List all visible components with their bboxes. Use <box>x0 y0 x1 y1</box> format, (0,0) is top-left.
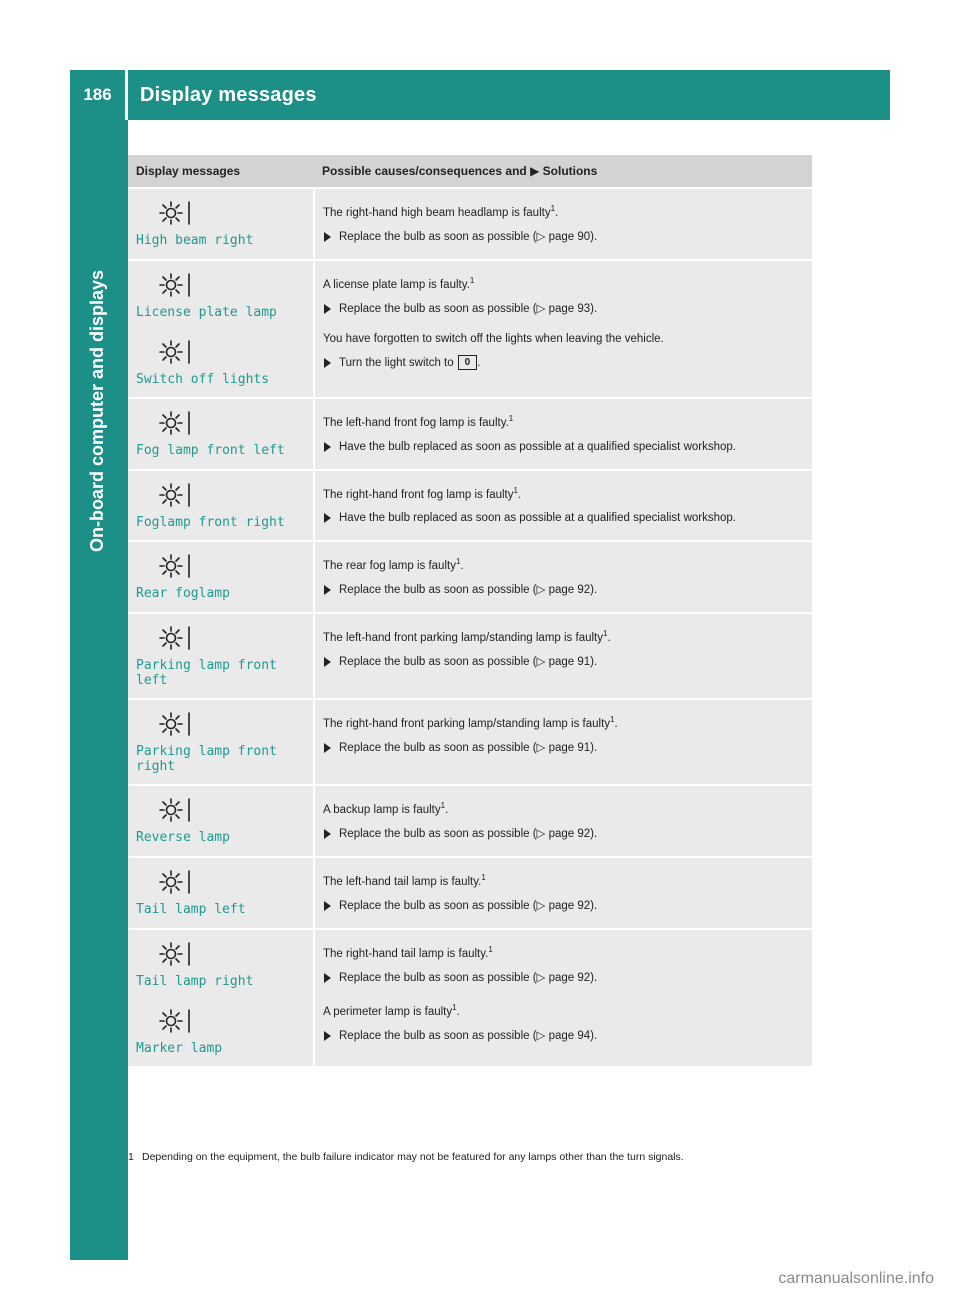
action-text: Replace the bulb as soon as possible (▷ page 92). <box>339 899 598 912</box>
footnote-ref: 1 <box>469 275 475 285</box>
footnote-mark: 1 <box>128 1151 134 1163</box>
display-message-text: High beam right <box>136 233 254 248</box>
table-row <box>128 398 812 470</box>
solution-block <box>323 554 804 598</box>
cause-text <box>323 712 804 732</box>
solution-cell <box>314 699 812 785</box>
display-message <box>136 481 305 530</box>
display-message-text: Tail lamp left <box>136 902 246 918</box>
light-switch-position-key: 0 <box>458 355 478 370</box>
cause-sentence: The right-hand front parking lamp/standing lamp is faulty <box>323 718 611 731</box>
action-step <box>323 229 804 245</box>
watermark: carmanualsonline.info <box>778 1270 934 1287</box>
action-text: Replace the bulb as soon as possible (▷ page 91). <box>339 656 598 669</box>
display-message <box>136 271 305 320</box>
action-text-wrap <box>339 510 804 526</box>
cause-sentence: The right-hand tail lamp is faulty. <box>323 947 489 960</box>
footnote-ref: 1 <box>508 413 514 423</box>
action-text-wrap <box>339 654 804 670</box>
solution-cell <box>314 929 812 1066</box>
cause-sentence: A backup lamp is faulty <box>323 804 441 817</box>
triangle-right-icon <box>324 442 331 452</box>
solution-block <box>323 942 804 986</box>
cause-text <box>323 331 804 347</box>
display-message <box>136 338 305 387</box>
bulb-failure-indicator-icon <box>156 710 194 738</box>
message-cell <box>128 929 314 1066</box>
cause-text <box>323 483 804 503</box>
message-cell <box>128 613 314 699</box>
action-text: Replace the bulb as soon as possible (▷ page 92). <box>339 971 598 984</box>
triangle-right-icon <box>324 901 331 911</box>
message-cell <box>128 857 314 929</box>
action-text: Turn the light switch to <box>339 356 454 369</box>
display-message-text: Tail lamp right <box>136 973 254 989</box>
table-row <box>128 857 812 929</box>
display-message-text: Foglamp front right <box>136 514 285 530</box>
bulb-failure-indicator-icon <box>156 624 194 652</box>
column-header-messages: Display messages <box>128 155 314 188</box>
bulb-failure-indicator-icon <box>156 796 194 824</box>
footnote-ref: 1 <box>488 944 493 954</box>
cause-text <box>323 273 804 293</box>
display-message-text: Fog lamp front left <box>136 442 285 458</box>
cause-text <box>323 411 804 431</box>
solution-block <box>323 201 804 245</box>
cause-sentence: The left-hand front fog lamp is faulty. <box>323 416 509 429</box>
action-step <box>323 439 804 455</box>
display-message <box>136 552 305 601</box>
solution-block <box>323 331 804 371</box>
action-text: Have the bulb replaced as soon as possible at a qualified specialist workshop. <box>339 512 736 525</box>
display-message-text: License plate lamp <box>136 304 277 320</box>
action-step <box>323 740 804 756</box>
display-message-text: Rear foglamp <box>136 586 230 602</box>
table-row <box>128 188 812 260</box>
message-cell <box>128 470 314 542</box>
cause-end: . <box>445 804 449 817</box>
table-row <box>128 260 812 398</box>
bulb-failure-indicator-icon <box>156 940 194 968</box>
cause-sentence: The left-hand front parking lamp/standing lamp is faulty <box>323 632 603 645</box>
display-message-text: Parking lamp front left <box>136 658 277 689</box>
footnote-ref: 1 <box>610 715 615 725</box>
solution-block <box>323 626 804 670</box>
action-text-wrap <box>339 970 804 986</box>
bulb-failure-indicator-icon <box>156 409 194 437</box>
table-row <box>128 470 812 542</box>
display-messages-table <box>128 155 812 1066</box>
cause-text <box>323 942 804 962</box>
message-cell <box>128 785 314 857</box>
display-message <box>136 409 305 458</box>
cause-end: . <box>456 1005 460 1018</box>
display-message-text: Parking lamp front right <box>136 744 277 775</box>
triangle-right-icon <box>324 657 331 667</box>
display-message-text: Switch off lights <box>136 371 270 387</box>
display-message-text: Marker lamp <box>136 1040 223 1056</box>
cause-text <box>323 1000 804 1020</box>
solution-block <box>323 712 804 756</box>
cause-end: . <box>555 206 559 219</box>
solution-cell <box>314 188 812 260</box>
solution-block <box>323 273 804 317</box>
action-step <box>323 510 804 526</box>
action-text-wrap <box>339 740 804 756</box>
action-text: Replace the bulb as soon as possible (▷ page 92). <box>339 584 598 597</box>
solution-cell <box>314 260 812 398</box>
table-row <box>128 541 812 613</box>
triangle-right-icon <box>324 232 331 242</box>
bulb-failure-indicator-icon <box>156 199 194 227</box>
message-cell <box>128 188 314 260</box>
display-message <box>136 940 305 989</box>
display-message <box>136 868 305 917</box>
table-row <box>128 929 812 1066</box>
triangle-right-icon <box>324 358 331 368</box>
triangle-right-icon <box>324 513 331 523</box>
triangle-right-icon <box>324 743 331 753</box>
solution-block <box>323 870 804 914</box>
solution-block <box>323 1000 804 1044</box>
table-header-row <box>128 155 812 188</box>
solution-cell <box>314 541 812 613</box>
page-header <box>70 70 890 120</box>
action-step <box>323 826 804 842</box>
bulb-failure-indicator-icon <box>156 271 194 299</box>
side-chapter-tab <box>70 120 128 1260</box>
solution-cell <box>314 613 812 699</box>
action-text-wrap <box>339 439 804 455</box>
action-text: Replace the bulb as soon as possible (▷ page 92). <box>339 828 598 841</box>
table-row <box>128 613 812 699</box>
action-step <box>323 970 804 986</box>
triangle-right-icon <box>324 1031 331 1041</box>
chapter-title: Display messages <box>140 83 317 106</box>
cause-sentence: A license plate lamp is faulty. <box>323 278 470 291</box>
footnote-ref: 1 <box>550 204 556 213</box>
footnote-ref: 1 <box>452 1002 457 1012</box>
message-cell <box>128 541 314 613</box>
action-step <box>323 582 804 598</box>
cause-text <box>323 798 804 818</box>
cause-end: . <box>517 488 522 501</box>
action-step <box>323 301 804 317</box>
side-tab-label: On-board computer and displays <box>87 270 107 553</box>
action-text: Replace the bulb as soon as possible (▷ page 91). <box>339 742 598 755</box>
footnote-ref: 1 <box>481 873 486 883</box>
action-text-wrap <box>339 826 804 842</box>
action-text-wrap <box>339 229 804 245</box>
action-step <box>323 898 804 914</box>
message-cell <box>128 699 314 785</box>
footnote <box>128 1150 812 1164</box>
footnote-ref: 1 <box>440 801 446 811</box>
action-text: Replace the bulb as soon as possible (▷ page 90). <box>339 230 598 243</box>
solution-block <box>323 798 804 842</box>
action-step <box>323 654 804 670</box>
bulb-failure-indicator-icon <box>156 481 194 509</box>
solution-cell <box>314 398 812 470</box>
footnote-ref: 1 <box>455 557 461 567</box>
message-cell <box>128 260 314 398</box>
solution-cell <box>314 785 812 857</box>
bulb-failure-indicator-icon <box>156 338 194 366</box>
cause-text <box>323 870 804 890</box>
display-message <box>136 624 305 688</box>
column-header-solutions: Possible causes/consequences and ▶ Solutions <box>314 155 812 188</box>
action-step <box>323 355 804 371</box>
solution-cell <box>314 470 812 542</box>
message-cell <box>128 398 314 470</box>
triangle-right-icon <box>324 585 331 595</box>
cause-end: . <box>607 632 611 645</box>
cause-text <box>323 201 804 221</box>
solution-block <box>323 483 804 527</box>
triangle-right-icon <box>324 973 331 983</box>
display-message-text: Reverse lamp <box>136 830 230 846</box>
solution-block <box>323 411 804 455</box>
action-text-wrap <box>339 582 804 598</box>
table-row <box>128 699 812 785</box>
cause-end: . <box>614 718 618 731</box>
bulb-failure-indicator-icon <box>156 552 194 580</box>
triangle-right-icon <box>324 304 331 314</box>
triangle-right-icon <box>324 829 331 839</box>
cause-sentence: You have forgotten to switch off the lights when leaving the vehicle. <box>323 332 664 345</box>
cause-end: . <box>460 560 464 573</box>
bulb-failure-indicator-icon <box>156 1007 194 1035</box>
action-text: Have the bulb replaced as soon as possible at a qualified specialist workshop. <box>339 440 736 453</box>
bulb-failure-indicator-icon <box>156 868 194 896</box>
action-text-wrap <box>339 1028 804 1044</box>
action-text-wrap: Turn the light switch to 0 . <box>339 356 481 369</box>
page-number: 186 <box>70 70 128 120</box>
cause-text <box>323 626 804 646</box>
action-text: Replace the bulb as soon as possible (▷ page 93). <box>339 302 598 315</box>
action-text: Replace the bulb as soon as possible (▷ page 94). <box>339 1029 598 1042</box>
display-message <box>136 710 305 774</box>
table-row <box>128 785 812 857</box>
cause-sentence: The rear fog lamp is faulty <box>323 560 456 573</box>
footnote-text: Depending on the equipment, the bulb failure indicator may not be featured for any lamps other than the turn signals. <box>142 1151 684 1163</box>
footnote-ref: 1 <box>602 629 608 639</box>
display-message <box>136 1007 305 1056</box>
action-text-wrap <box>339 898 804 914</box>
footnote-ref: 1 <box>513 485 518 495</box>
display-message <box>136 796 305 845</box>
cause-sentence: The right-hand high beam headlamp is faulty <box>323 206 551 219</box>
action-step <box>323 1028 804 1044</box>
cause-sentence: The right-hand front fog lamp is faulty <box>323 488 514 501</box>
cause-sentence: A perimeter lamp is faulty <box>323 1005 453 1018</box>
solution-cell <box>314 857 812 929</box>
display-message <box>136 199 305 248</box>
cause-text <box>323 554 804 574</box>
cause-sentence: The left-hand tail lamp is faulty. <box>323 875 482 888</box>
action-text-wrap <box>339 301 804 317</box>
